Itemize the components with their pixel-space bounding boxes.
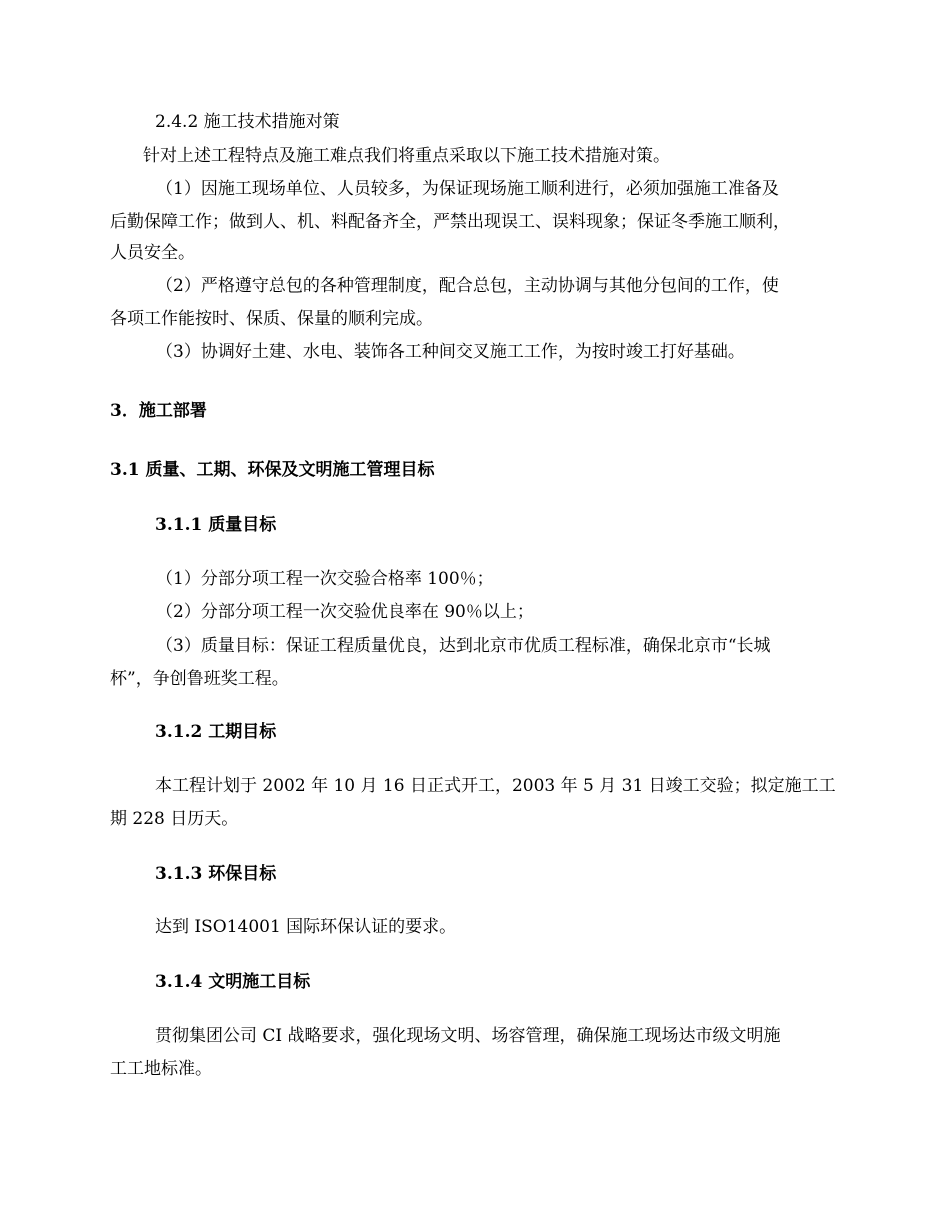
heading-3-1-2: 3.1.2 工期目标 <box>155 722 277 742</box>
heading-3-1: 3.1 质量、工期、环保及文明施工管理目标 <box>110 460 435 480</box>
quality-goal-2: （2）分部分项工程一次交验优良率在 90％以上； <box>156 602 534 622</box>
measure-1-line-3: 人员安全。 <box>110 243 195 263</box>
quality-goal-3-line-1: （3）质量目标：保证工程质量优良，达到北京市优质工程标准，确保北京市“长城 <box>156 636 771 656</box>
quality-goal-3-line-2: 杯”，争创鲁班奖工程。 <box>110 669 289 689</box>
heading-3: 3．施工部署 <box>110 401 207 421</box>
intro-paragraph: 针对上述工程特点及施工难点我们将重点采取以下施工技术措施对策。 <box>143 146 670 166</box>
measure-2-line-2: 各项工作能按时、保质、保量的顺利完成。 <box>110 309 433 329</box>
heading-3-1-3: 3.1.3 环保目标 <box>155 864 277 884</box>
measure-3: （3）协调好土建、水电、装饰各工种间交叉施工工作，为按时竣工打好基础。 <box>156 342 745 362</box>
schedule-line-1: 本工程计划于 2002 年 10 月 16 日正式开工，2003 年 5 月 31 日竣工交验；拟定施工工 <box>155 776 836 796</box>
measure-1-line-2: 后勤保障工作；做到人、机、料配备齐全，严禁出现误工、误料现象；保证冬季施工顺利， <box>110 212 790 232</box>
heading-3-1-1: 3.1.1 质量目标 <box>155 515 277 535</box>
civil-goal-line-1: 贯彻集团公司 CI 战略要求，强化现场文明、场容管理，确保施工现场达市级文明施 <box>155 1026 781 1046</box>
heading-3-1-4: 3.1.4 文明施工目标 <box>155 972 311 992</box>
measure-1-line-1: （1）因施工现场单位、人员较多，为保证现场施工顺利进行，必须加强施工准备及 <box>156 179 779 199</box>
quality-goal-1: （1）分部分项工程一次交验合格率 100％； <box>156 569 494 589</box>
environment-goal: 达到 ISO14001 国际环保认证的要求。 <box>155 917 457 937</box>
measure-2-line-1: （2）严格遵守总包的各种管理制度，配合总包，主动协调与其他分包间的工作，使 <box>156 276 779 296</box>
civil-goal-line-2: 工工地标准。 <box>110 1059 212 1079</box>
heading-2-4-2: 2.4.2 施工技术措施对策 <box>155 112 340 132</box>
schedule-line-2: 期 228 日历天。 <box>110 809 239 829</box>
